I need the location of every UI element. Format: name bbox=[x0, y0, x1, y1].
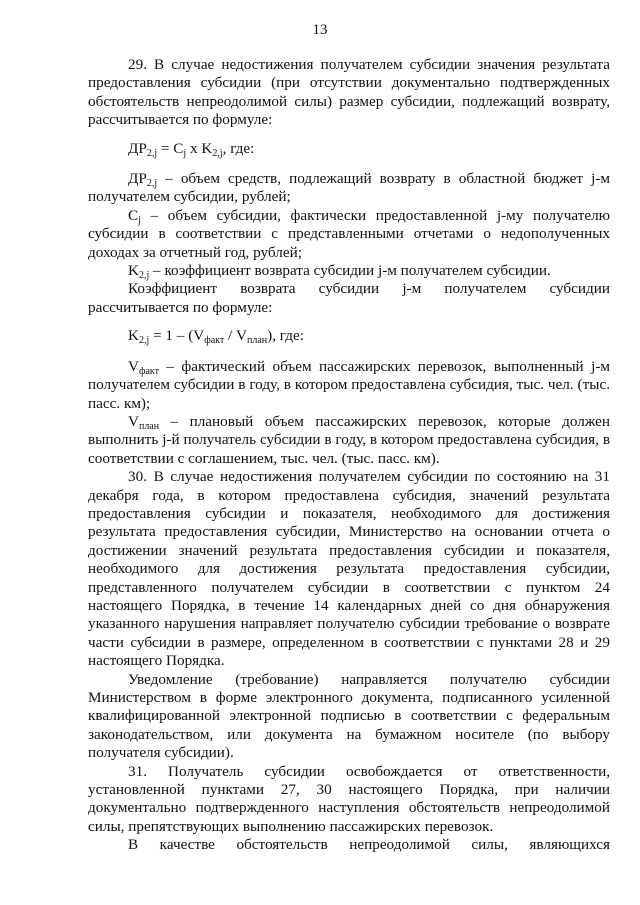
definition-symbol: V bbox=[128, 357, 139, 375]
paragraph-29: 29. В случае недостижения получателем субсидии значения результата предоставления субсидии (при отсутствии документально подтвержденных обстоятельств непреодолимой силы) размер субсидии, подлежащий возврату, рассчитывается по формуле: bbox=[88, 56, 610, 129]
definition-text: – фактический объем пассажирских перевозок, выполненный j-м получателем субсидии в году, в котором предоставлена субсидия, тыс. чел. (тыс. пасс. км); bbox=[88, 357, 610, 412]
formula-text: , где: bbox=[222, 139, 255, 157]
page-number: 13 bbox=[312, 22, 328, 38]
definition-symbol: V bbox=[128, 412, 139, 430]
definition-vfakt bbox=[88, 358, 610, 413]
formula-subscript: план bbox=[247, 335, 268, 347]
definition-symbol: ДР bbox=[128, 170, 147, 188]
formula-subscript: j bbox=[183, 147, 187, 159]
definition-text: – объем субсидии, фактически предоставленной j-му получателю субсидии в соответствии с представленными отчетами о недополученных доходах за отчетный год, рублей; bbox=[88, 206, 610, 261]
definition-subscript: факт bbox=[138, 365, 159, 377]
formula-text: / V bbox=[224, 327, 248, 345]
document-body bbox=[88, 56, 610, 855]
definition-symbol: K bbox=[128, 262, 139, 280]
formula-text: ), где: bbox=[267, 327, 304, 345]
formula-symbol: K bbox=[128, 327, 139, 345]
formula-k bbox=[88, 327, 610, 345]
coefficient-intro: Коэффициент возврата субсидии j-м получателем субсидии рассчитывается по формуле: bbox=[88, 280, 610, 316]
paragraph-31-continuation: В качестве обстоятельств непреодолимой силы, являющихся bbox=[128, 836, 610, 854]
definition-subscript: 2,j bbox=[138, 270, 150, 282]
formula-text: = 1 – (V bbox=[149, 327, 205, 345]
definition-text: – объем средств, подлежащий возврату в областной бюджет j-м получателем субсидии, рублей; bbox=[88, 170, 610, 206]
formula-subscript: 2,j bbox=[138, 335, 150, 347]
formula-symbol: ДР bbox=[128, 139, 147, 157]
formula-text: = C bbox=[157, 139, 184, 157]
definition-subscript: j bbox=[138, 214, 141, 226]
definition-c bbox=[88, 207, 610, 262]
paragraph-31: 31. Получатель субсидии освобождается от ответственности, установленной пунктами 27, 30 настоящего Порядка, при наличии документально подтвержденного наступления обстоятельств непреодолимой силы, препятствующих выполнению пассажирских перевозок. bbox=[88, 762, 610, 835]
formula-text: x K bbox=[186, 139, 213, 157]
formula-subscript: 2,j bbox=[212, 147, 223, 159]
definition-text: – коэффициент возврата субсидии j-м получателем субсидии. bbox=[149, 262, 551, 280]
definition-vplan bbox=[88, 413, 610, 468]
definition-k bbox=[88, 262, 610, 280]
definition-subscript: 2,j bbox=[146, 178, 158, 190]
definition-dr bbox=[88, 170, 610, 207]
formula-subscript: факт bbox=[204, 335, 225, 347]
definition-subscript: план bbox=[138, 420, 160, 432]
definition-symbol: C bbox=[128, 206, 139, 224]
definition-text: – плановый объем пассажирских перевозок, которые должен выполнить j-й получатель субсидии в году, в котором предоставлена субсидия, в соответствии с соглашением, тыс. чел. (тыс. пасс. км). bbox=[88, 412, 610, 467]
formula-subscript: 2,j bbox=[146, 147, 158, 159]
paragraph-30: 30. В случае недостижения получателем субсидии по состоянию на 31 декабря года, в котором предоставлена субсидия, значений результата предоставления субсидии и показателя, необходимого для достижения результата предоставления субсидии, Министерство на основании отчета о достижении значений результата предоставления субсидии и показателя, необходимого для достижения результата предоставления субсидии, представленного получателем субсидии в соответствии с пунктом 24 настоящего Порядка, в течение 14 календарных дней со дня обнаружения указанного нарушения направляет получателю субсидии требование о возврате части субсидии в размере, определенном в соответствии с пунктами 28 и 29 настоящего Порядка. bbox=[88, 468, 610, 670]
paragraph-30-notice: Уведомление (требование) направляется получателю субсидии Министерством в форме электронного документа, подписанного усиленной квалифицированной электронной подписью в соответствии с федеральным законодательством, или документа на бумажном носителе (по выбору получателя субсидии). bbox=[88, 670, 610, 762]
formula-dr bbox=[88, 140, 610, 158]
